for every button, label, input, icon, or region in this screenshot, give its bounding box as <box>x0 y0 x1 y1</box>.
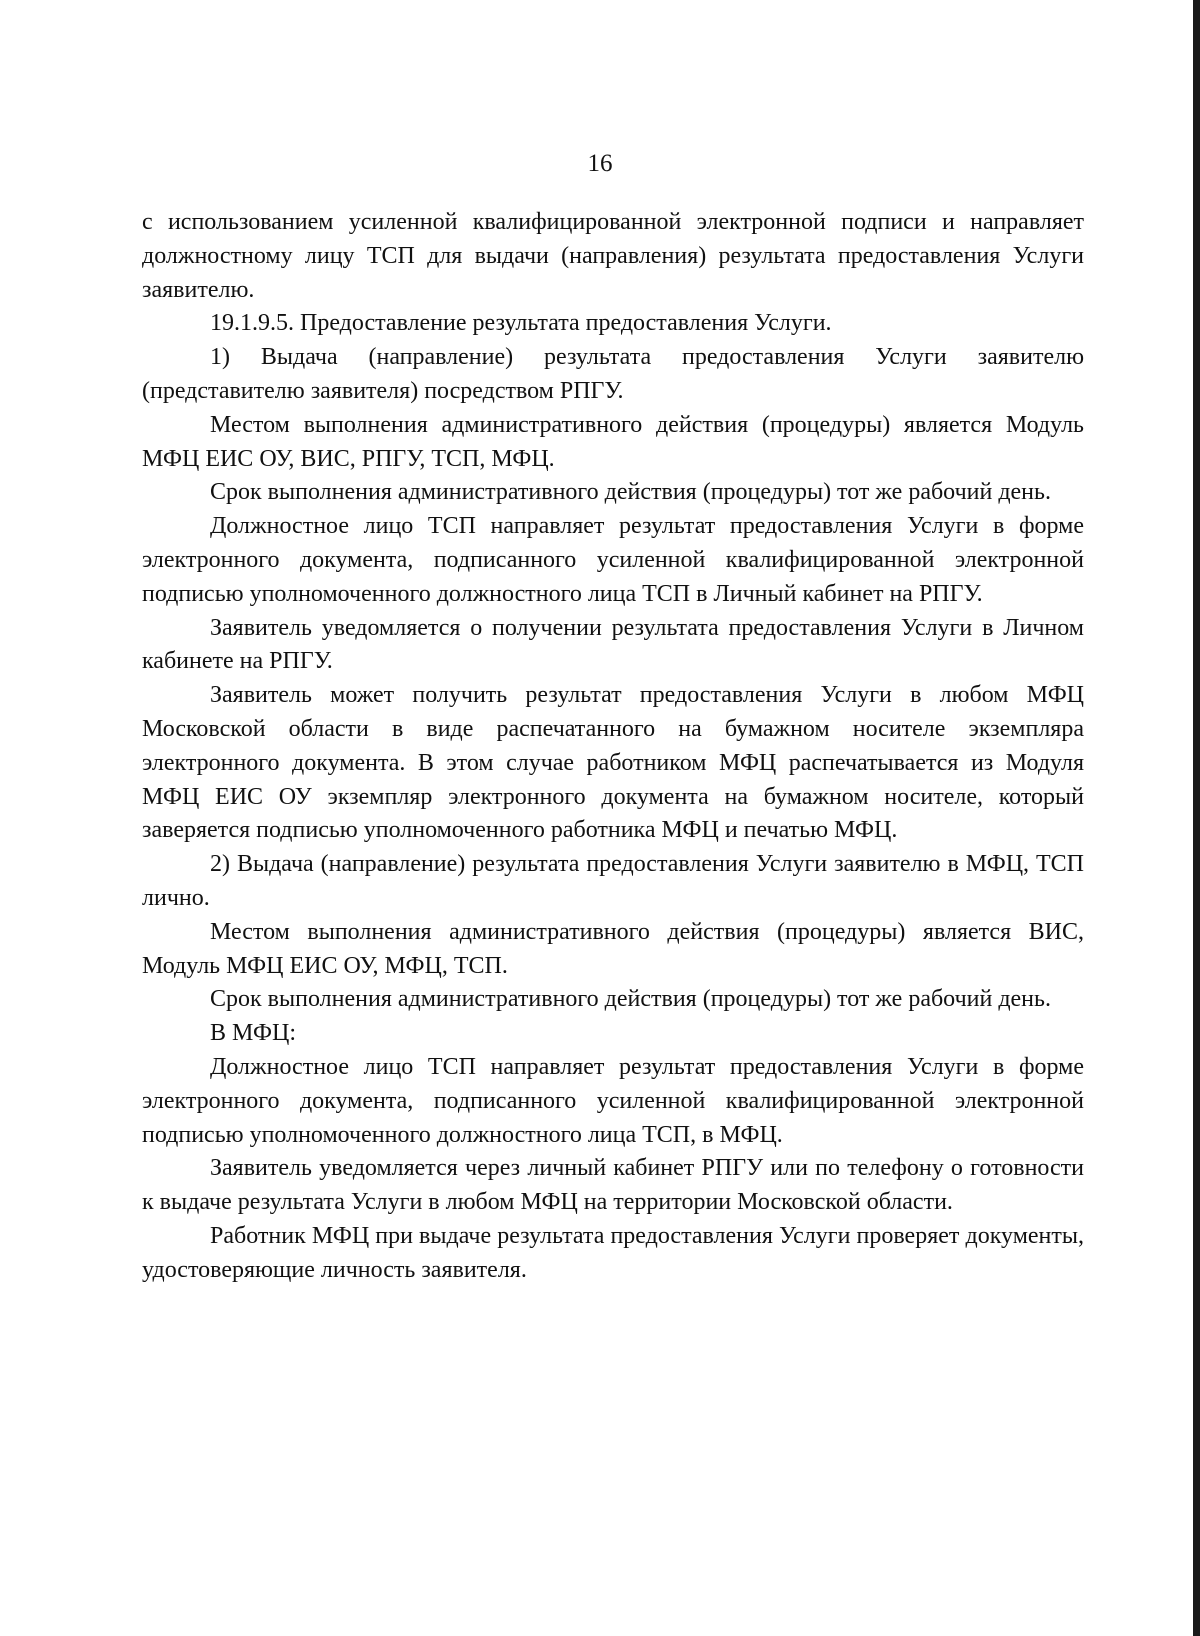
paragraph: с использованием усиленной квалифицированной электронной подписи и направляет должностному лицу ТСП для выдачи (направления) результата предоставления Услуги заявителю. <box>142 209 1084 303</box>
paragraph: Должностное лицо ТСП направляет результат предоставления Услуги в форме электронного документа, подписанного усиленной квалифицированной электронной подписью уполномоченного должностного лица ТСП, в МФЦ. <box>142 1053 1084 1148</box>
page-number: 16 <box>587 150 613 177</box>
paragraph: Должностное лицо ТСП направляет результат предоставления Услуги в форме электронного документа, подписанного усиленной квалифицированной электронной подписью уполномоченного должностного лица ТСП в Личный кабинет на РПГУ. <box>142 513 1084 607</box>
paragraph: Местом выполнения административного действия (процедуры) является Модуль МФЦ ЕИС ОУ, ВИС, РПГУ, ТСП, МФЦ. <box>142 411 1084 472</box>
paragraph: 2) Выдача (направление) результата предоставления Услуги заявителю в МФЦ, ТСП лично. <box>142 851 1084 911</box>
scan-edge <box>1193 0 1200 1636</box>
paragraph: В МФЦ: <box>210 1020 296 1047</box>
paragraph: Заявитель уведомляется через личный кабинет РПГУ или по телефону о готовности к выдаче результата Услуги в любом МФЦ на территории Московской области. <box>142 1155 1084 1216</box>
document-body <box>142 206 1084 1288</box>
paragraph: Заявитель уведомляется о получении результата предоставления Услуги в Личном кабинете на РПГУ. <box>142 614 1084 675</box>
paragraph: Срок выполнения административного действия (процедуры) тот же рабочий день. <box>210 986 1051 1013</box>
paragraph: 1) Выдача (направление) результата предоставления Услуги заявителю (представителю заявителя) посредством РПГУ. <box>142 344 1084 404</box>
paragraph: Работник МФЦ при выдаче результата предоставления Услуги проверяет документы, удостоверяющие личность заявителя. <box>142 1222 1084 1283</box>
paragraph: Заявитель может получить результат предоставления Услуги в любом МФЦ Московской области в виде распечатанного на бумажном носителе экземпляра электронного документа. В этом случае работником МФЦ распечатывается из Модуля МФЦ ЕИС ОУ экземпляр электронного документа на бумажном носителе, который заверяется подписью уполномоченного работника МФЦ и печатью МФЦ. <box>142 682 1084 844</box>
paragraph: Местом выполнения административного действия (процедуры) является ВИС, Модуль МФЦ ЕИС ОУ, МФЦ, ТСП. <box>142 918 1084 979</box>
paragraph: 19.1.9.5. Предоставление результата предоставления Услуги. <box>210 310 832 337</box>
paragraph: Срок выполнения административного действия (процедуры) тот же рабочий день. <box>210 479 1051 506</box>
